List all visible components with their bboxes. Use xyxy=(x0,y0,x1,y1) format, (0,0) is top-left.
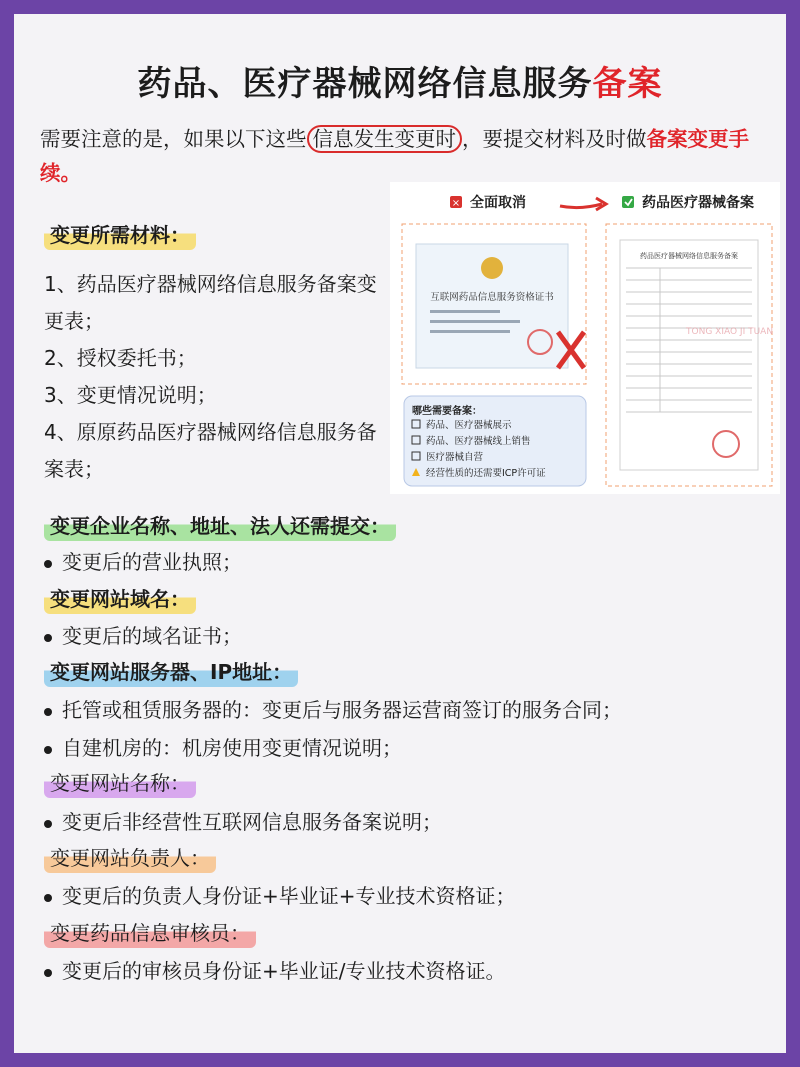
section-heading: 变更网站名称： xyxy=(44,768,196,798)
section-heading: 变更企业名称、地址、法人还需提交： xyxy=(44,511,396,541)
bullet-icon xyxy=(44,708,52,716)
section-heading-row xyxy=(44,584,196,614)
intro-before: 需要注意的是，如果以下这些 xyxy=(40,127,307,151)
bullet-icon xyxy=(44,560,52,568)
list-item-text: 托管或租赁服务器的：变更后与服务器运营商签订的服务合同； xyxy=(62,698,622,722)
intro-accent: 备案变更手续。 xyxy=(40,127,749,185)
comparison-figure xyxy=(390,182,780,494)
document-card xyxy=(14,14,786,1053)
section-heading-row xyxy=(44,511,396,541)
bullet-icon xyxy=(44,746,52,754)
need-item: 经营性质的还需要ICP许可证 xyxy=(426,468,546,479)
page-title xyxy=(14,56,786,105)
section-heading-row xyxy=(44,918,256,948)
figure-left-label: 全面取消 xyxy=(470,195,526,211)
section-heading: 变更药品信息审核员： xyxy=(44,918,256,948)
list-item-text: 变更后的负责人身份证+毕业证+专业技术资格证； xyxy=(62,884,516,908)
title-accent: 备案 xyxy=(592,64,663,104)
svg-text:×: × xyxy=(451,198,461,209)
intro-circled: 信息发生变更时 xyxy=(307,125,463,153)
section-heading-row xyxy=(44,657,298,687)
list-item xyxy=(44,880,516,909)
bullet-icon xyxy=(44,820,52,828)
materials-item: 3、变更情况说明； xyxy=(44,383,217,407)
certificate-title: 互联网药品信息服务资格证书 xyxy=(430,292,554,303)
list-item-text: 自建机房的：机房使用变更情况说明； xyxy=(62,736,402,760)
materials-heading: 变更所需材料： xyxy=(44,220,196,250)
section-heading: 变更网站负责人： xyxy=(44,843,216,873)
list-item-text: 变更后的营业执照； xyxy=(62,550,242,574)
intro-paragraph xyxy=(40,122,780,190)
list-item-text: 变更后的审核员身份证+毕业证/专业技术资格证。 xyxy=(62,959,506,983)
need-title: 哪些需要备案： xyxy=(412,406,482,417)
materials-item: 4、原原药品医疗器械网络信息服务备案表； xyxy=(44,420,377,481)
intro-after: ，要提交材料及时做 xyxy=(462,127,647,151)
section-heading: 变更网站域名： xyxy=(44,584,196,614)
section-heading: 变更网站服务器、IP地址： xyxy=(44,657,298,687)
emblem-icon xyxy=(481,257,503,279)
list-item xyxy=(44,732,402,761)
list-item xyxy=(44,620,242,649)
materials-item: 1、药品医疗器械网络信息服务备案变更表； xyxy=(44,272,377,333)
need-item: 药品、医疗器械线上销售 xyxy=(426,436,531,447)
title-main: 药品、医疗器械网络信息服务 xyxy=(137,64,593,104)
list-item xyxy=(44,546,242,575)
bullet-icon xyxy=(44,969,52,977)
form-title: 药品医疗器械网络信息服务备案 xyxy=(640,252,738,260)
section-heading-row xyxy=(44,768,196,798)
materials-list xyxy=(44,266,394,488)
list-item-text: 变更后非经营性互联网信息服务备案说明； xyxy=(62,810,442,834)
figure-svg xyxy=(390,182,780,494)
section-heading-row xyxy=(44,843,216,873)
bullet-icon xyxy=(44,634,52,642)
list-item-text: 变更后的域名证书； xyxy=(62,624,242,648)
list-item xyxy=(44,955,506,984)
watermark: TONG XIAO JI TUAN xyxy=(686,327,774,337)
arrow-icon xyxy=(560,204,602,208)
list-item xyxy=(44,806,442,835)
materials-item: 2、授权委托书； xyxy=(44,346,197,370)
figure-right-label: 药品医疗器械备案 xyxy=(642,195,754,211)
need-item: 药品、医疗器械展示 xyxy=(426,420,512,431)
need-item: 医疗器械自营 xyxy=(426,452,484,463)
list-item xyxy=(44,694,622,723)
materials-heading-row xyxy=(44,220,196,250)
bullet-icon xyxy=(44,894,52,902)
